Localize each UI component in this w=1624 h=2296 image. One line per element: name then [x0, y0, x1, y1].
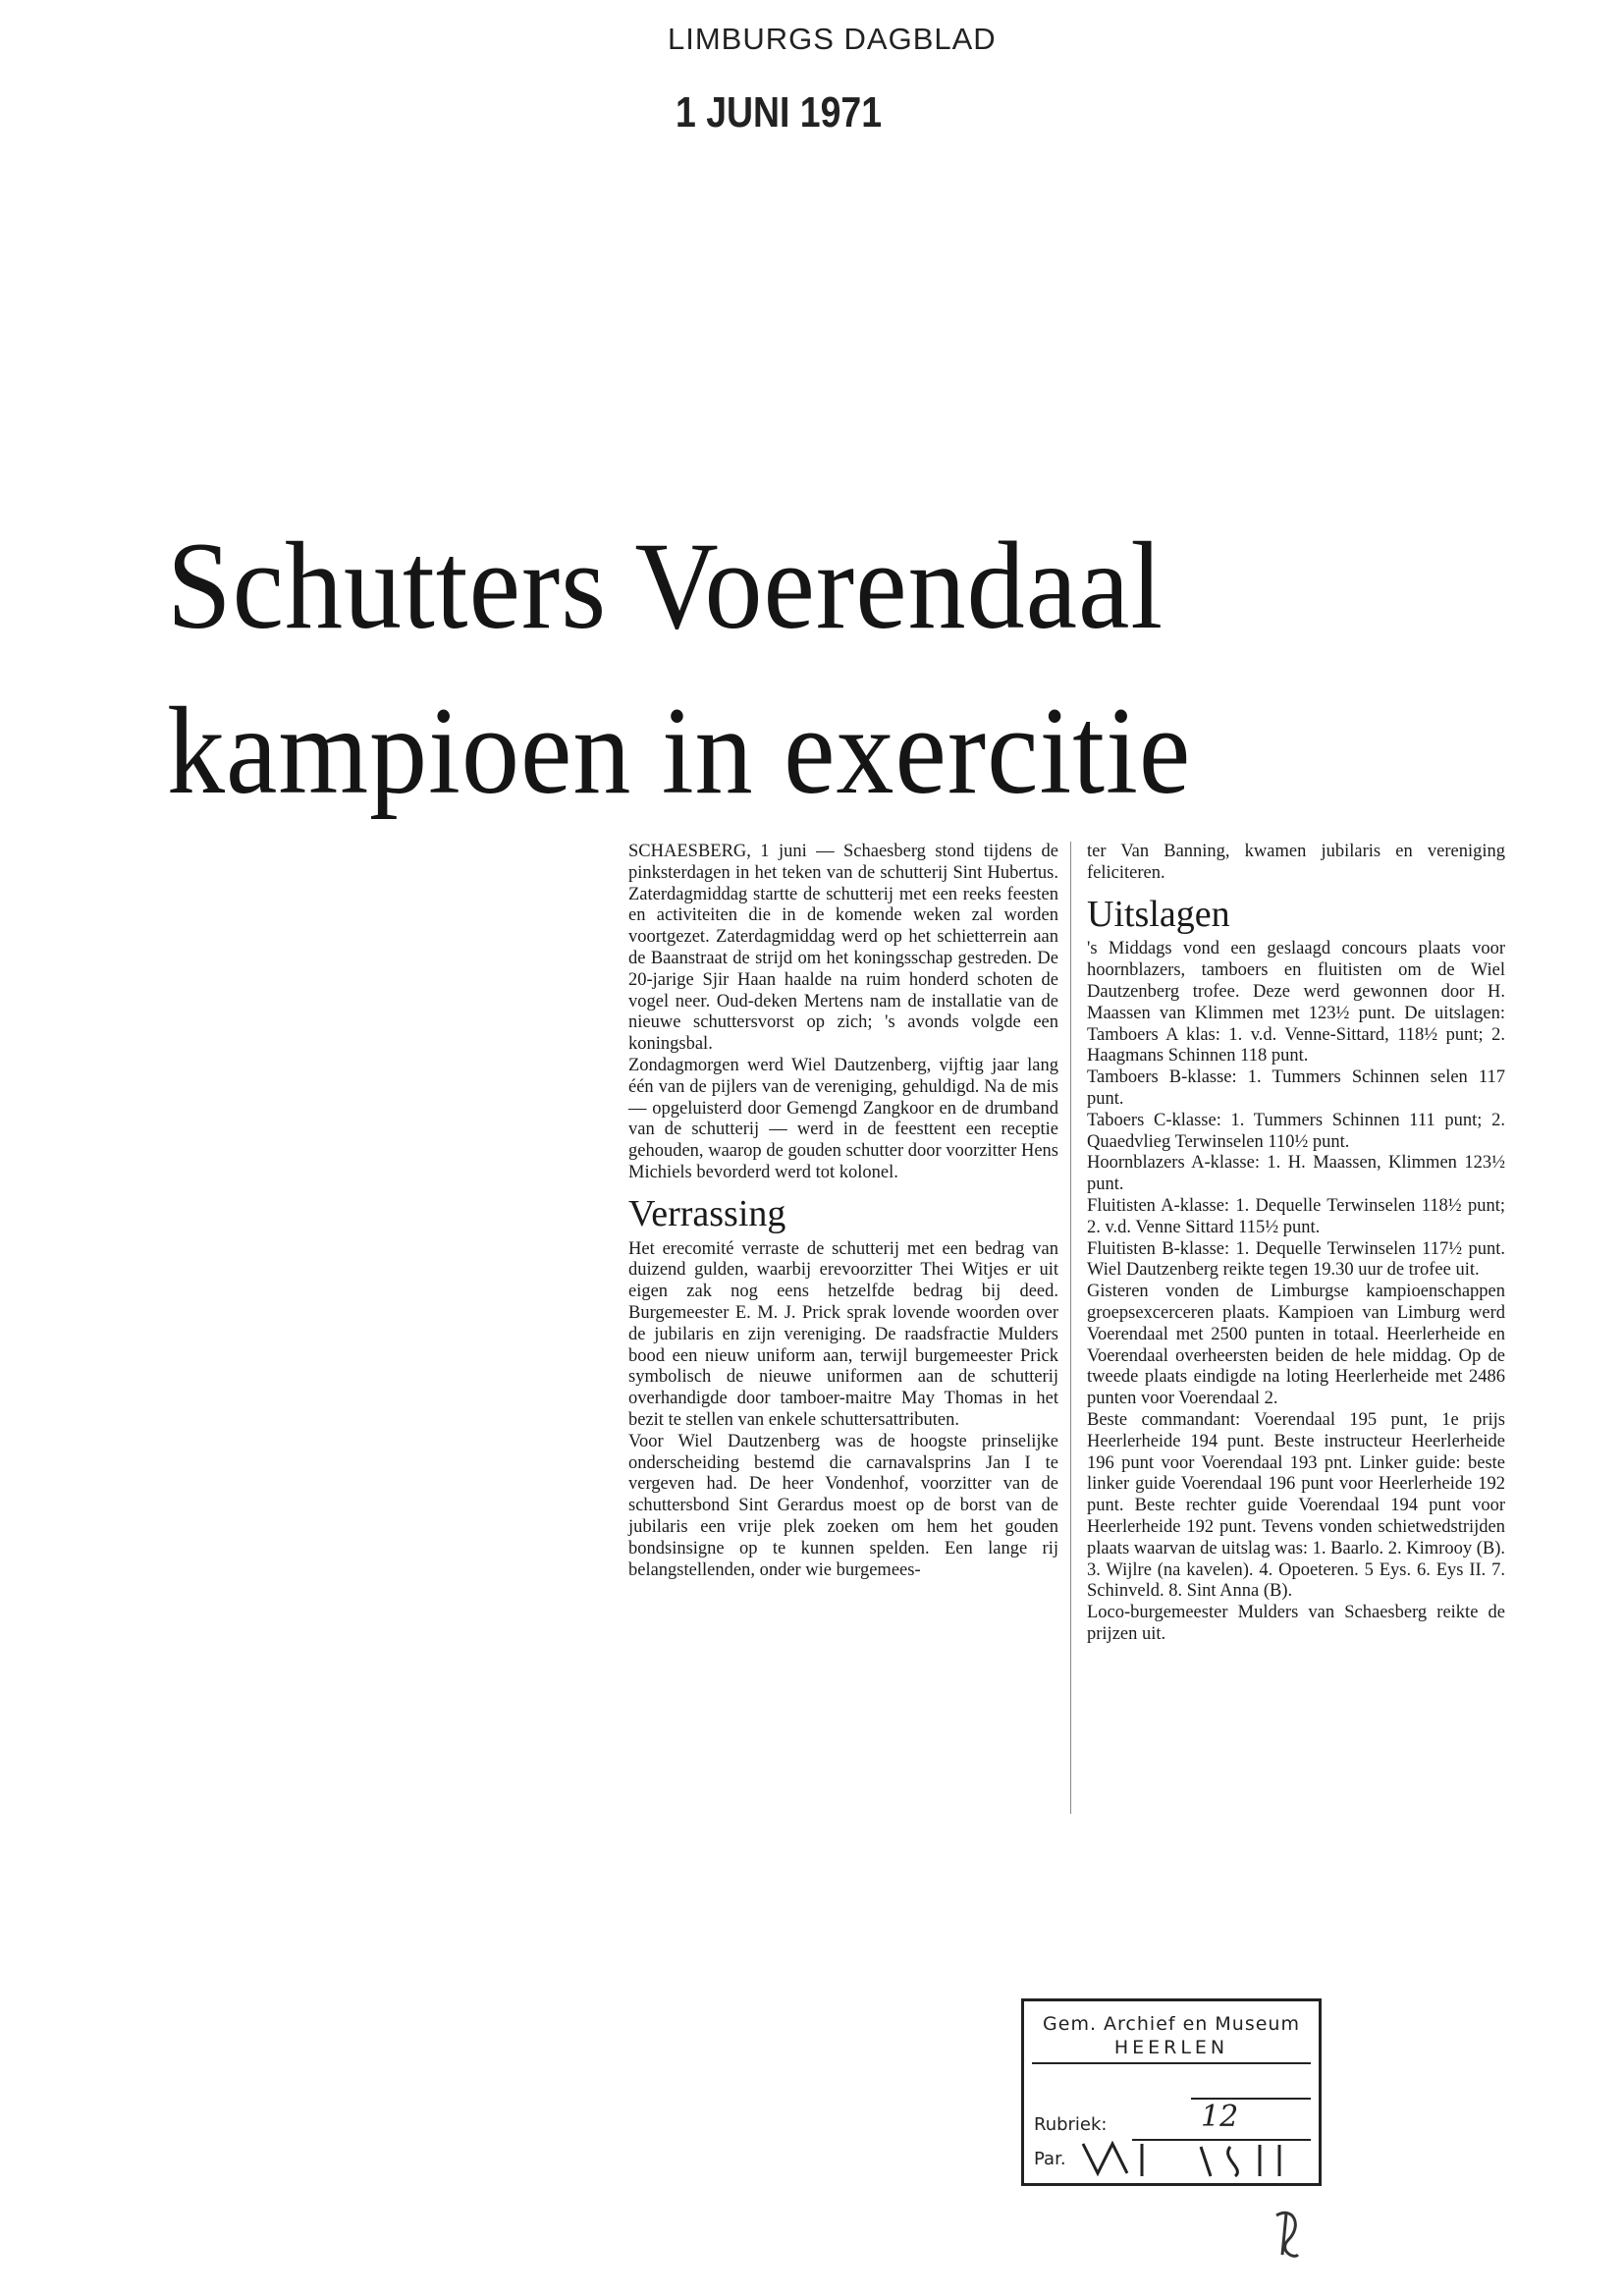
archive-title: Gem. Archief en Museum — [1043, 2013, 1300, 2035]
date-stamp: 1 JUNI 1971 — [676, 88, 883, 137]
paragraph: Gisteren vonden de Limburgse kampioenschappen groepsexcerceren plaats. Kampioen van Limburg werd Voerendaal met 2500 punten in totaal. Heerlerheide en Voerendaal overheersten beiden de hele middag. Op de tweede plaats eindigde na loting Heerlerheide met 2486 punten voor Voerendaal 2. — [1087, 1282, 1505, 1409]
archive-par-label: Par. — [1034, 2149, 1066, 2169]
paragraph: 's Middags vond een geslaagd concours plaats voor hoornblazers, tamboers en fluitisten om de Wiel Dautzenberg trofee. Deze werd gewonnen door H. Maassen van Klimmen met 123½ punt. De uitslagen: Tamboers A klas: 1. v.d. Venne-Sittard, 118½ punt; 2. Haagmans Schinnen 118 punt. — [1087, 939, 1505, 1066]
archive-rubriek-value: 12 — [1201, 2100, 1239, 2134]
headline-line-1: Schutters Voerendaal — [167, 516, 1164, 656]
headline-line-2: kampioen in exercitie — [167, 681, 1192, 821]
archive-stamp — [1021, 1998, 1322, 2186]
article-column-1 — [628, 842, 1058, 1581]
archive-divider — [1032, 2062, 1311, 2064]
article-column-2 — [1087, 842, 1505, 1646]
subheading-verrassing: Verrassing — [628, 1192, 786, 1234]
subheading-uitslagen: Uitslagen — [1087, 893, 1230, 935]
archive-rubriek-label: Rubriek: — [1034, 2114, 1108, 2135]
handwritten-mark — [1269, 2206, 1308, 2265]
result-line: Fluitisten B-klasse: 1. Dequelle Terwinselen 117½ punt. Wiel Dautzenberg reikte tegen 19.30 uur de trofee uit. — [1087, 1238, 1505, 1281]
paragraph: Het erecomité verraste de schutterij met een bedrag van duizend gulden, waarbij erevoorzitter Thei Witjes er uit eigen zak nog eens hetzelfde bedrag bij deed. Burgemeester E. M. J. Prick sprak lovende woorden over de jubilaris en zijn vereniging. De raadsfractie Mulders bood een nieuw uniform aan, terwijl burgemeester Prick symbolisch de nieuwe uniformen aan de schutterij overhandigde door tamboer-maitre May Thomas in het bezit te stellen van enkele schuttersattributen. — [628, 1238, 1058, 1430]
paragraph: ter Van Banning, kwamen jubilaris en vereniging feliciteren. — [1087, 842, 1505, 883]
column-divider — [1070, 842, 1071, 1814]
paragraph: SCHAESBERG, 1 juni — Schaesberg stond tijdens de pinksterdagen in het teken van de schutterij Sint Hubertus. Zaterdagmiddag startte de schutterij met een reeks feesten en activiteiten die in de komende weken zal worden voortgezet. Zaterdagmiddag werd op het schietterrein aan de Baanstraat de strijd om het koningsschap gestreden. De 20-jarige Sjir Haan haalde na ruim honderd schoten de vogel neer. Oud-deken Mertens nam de installatie van de nieuwe schuttersvorst op zich; 's avonds volgde een koningsbal. — [628, 842, 1058, 1055]
result-line: Fluitisten A-klasse: 1. Dequelle Terwinselen 118½ punt; 2. v.d. Venne Sittard 115½ punt. — [1087, 1195, 1505, 1237]
paragraph: Beste commandant: Voerendaal 195 punt, 1e prijs Heerlerheide 194 punt. Beste instructeur Heerlerheide 196 punt voor Voerendaal 193 pnt. Linker guide: beste linker guide Voerendaal 196 punt voor Heerlerheide 192 punt. Beste rechter guide Voerendaal 194 punt voor Heerlerheide 192 punt. Tevens vonden schietwedstrijden plaats waarvan de uitslag was: 1. Baarlo. 2. Kimrooy (B). 3. Wijlre (na kavelen). 4. Opoeteren. 5 Eys. 6. Eys II. 7. Schinveld. 8. Sint Anna (B). — [1087, 1409, 1505, 1602]
paragraph: Zondagmorgen werd Wiel Dautzenberg, vijftig jaar lang één van de pijlers van de vereniging, gehuldigd. Na de mis — opgeluisterd door Gemengd Zangkoor en de drumband van de schutterij — werd in de feesttent een receptie gehouden, waarop de gouden schutter door voorzitter Hens Michiels bevorderd werd tot kolonel. — [628, 1055, 1058, 1182]
paragraph: Loco-burgemeester Mulders van Schaesberg reikte de prijzen uit. — [1087, 1603, 1505, 1644]
archive-handwriting-scribble — [1073, 2139, 1309, 2180]
paragraph: Voor Wiel Dautzenberg was de hoogste prinselijke onderscheiding bestemd die carnavalsprins Jan I te vergeven had. De heer Vondenhof, voorzitter van de schuttersbond Sint Gerardus moest op de borst van de jubilaris een vrije plek zoeken om hem het gouden bondsinsigne op te kunnen spelden. Een lange rij belangstellenden, onder wie burgemees- — [628, 1431, 1058, 1580]
newspaper-name-stamp: LIMBURGS DAGBLAD — [668, 22, 997, 56]
result-line: Hoornblazers A-klasse: 1. H. Maassen, Klimmen 123½ punt. — [1087, 1153, 1505, 1195]
result-line: Taboers C-klasse: 1. Tummers Schinnen 111 punt; 2. Quaedvlieg Terwinselen 110½ punt. — [1087, 1110, 1505, 1152]
result-line: Tamboers B-klasse: 1. Tummers Schinnen selen 117 punt. — [1087, 1067, 1505, 1109]
archive-city: HEERLEN — [1113, 2037, 1229, 2058]
